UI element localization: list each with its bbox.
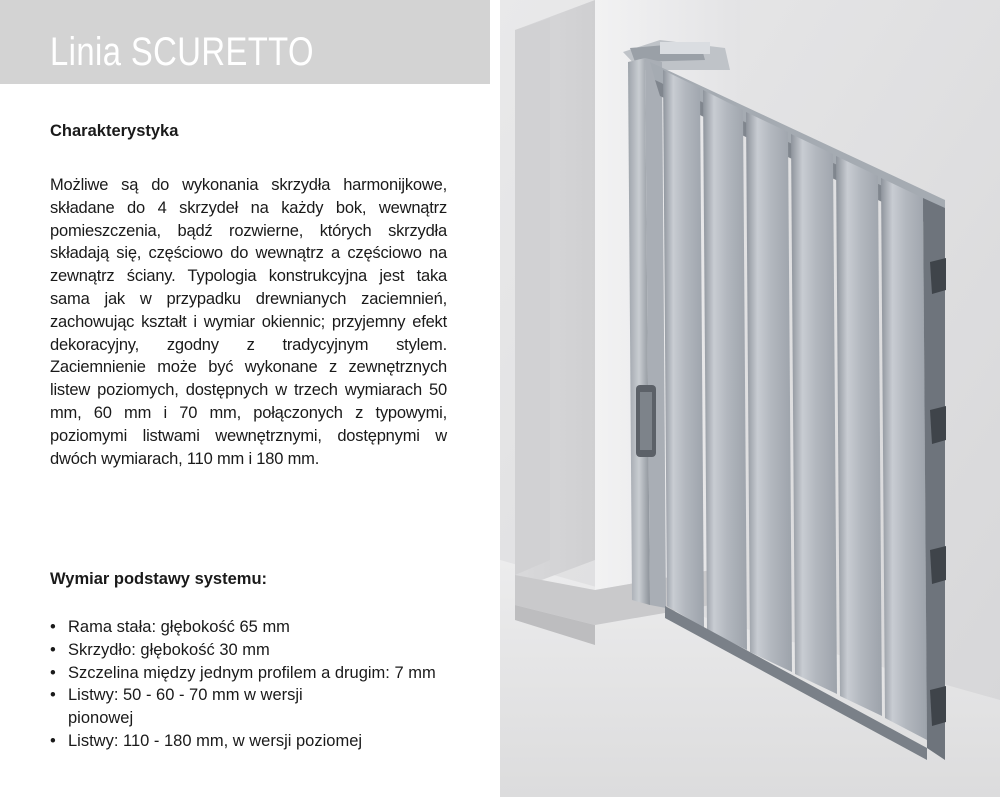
bullet-icon: • [50,731,56,750]
list-item: • Skrzydło: głębokość 30 mm [50,639,450,662]
list-item: • Listwy: 50 - 60 - 70 mm w wersji pionowej [50,686,303,728]
bullet-icon: • [50,663,56,682]
spec-list [50,616,450,753]
characteristics-paragraph: Możliwe są do wykonania skrzydła harmonijkowe, składane do 4 skrzydeł na każdy bok, wewnątrz pomieszczenia, bądź rozwierne, których skrzydła składają się, częściowo do wewnątrz a częściowo na zewnątrz ściany. Typologia konstrukcyjna jest taka sama jak w przypadku drewnianych zaciemnień, zachowując kształt i wymiar okiennic; przyjemny efekt dekoracyjny, zgodny z tradycyjnym stylem. Zaciemnienie może być wykonane z zewnętrznych listew poziomych, dostępnych w trzech wymiarach 50 mm, 60 mm i 70 mm, połączonych z typowymi, poziomymi listwami wewnętrznymi, dostępnymi w dwóch wymiarach, 110 mm i 180 mm. [50,176,447,468]
list-item: • Listwy: 110 - 180 mm, w wersji poziomej [50,730,450,753]
list-item: • Rama stała: głębokość 65 mm [50,616,450,639]
section-heading-characteristics: Charakterystyka [50,122,179,140]
product-photo [500,0,1000,797]
title-band [0,0,490,84]
page-title: Linia SCURETTO [50,30,314,74]
list-item: • Szczelina między jednym profilem a drugim: 7 mm [50,662,450,685]
bullet-icon: • [50,686,56,705]
bullet-icon: • [50,618,56,636]
bullet-icon: • [50,640,56,659]
section-heading-system-dimensions: Wymiar podstawy systemu: [50,570,268,588]
